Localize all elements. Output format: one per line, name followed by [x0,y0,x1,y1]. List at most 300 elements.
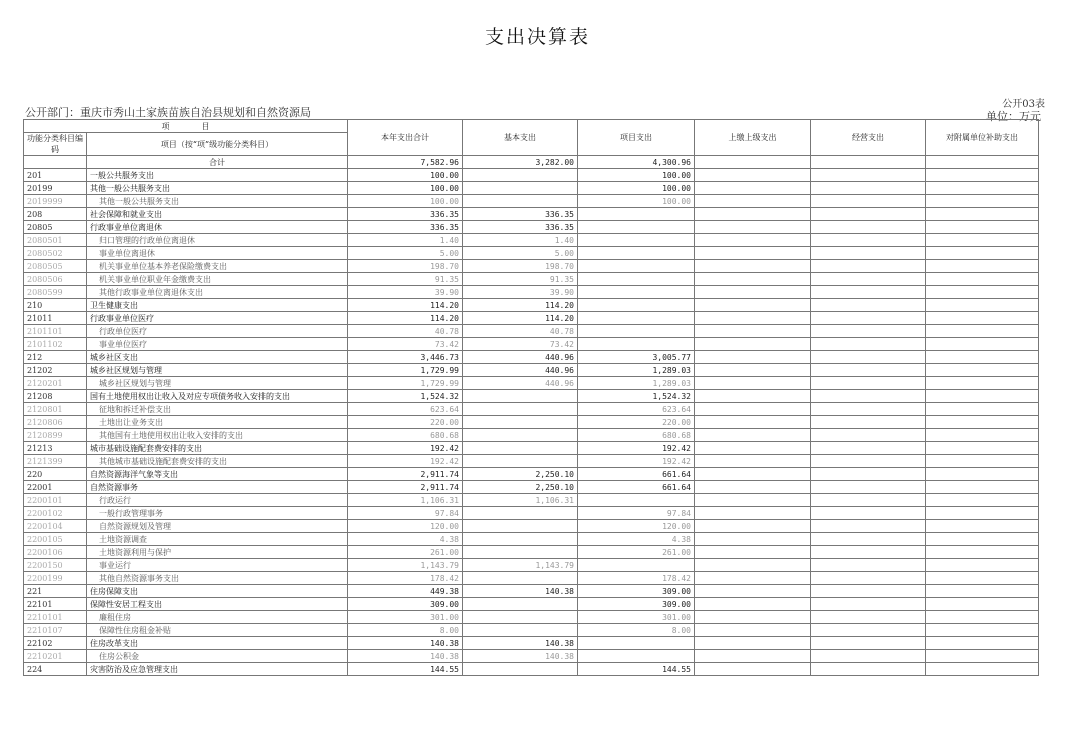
cell-business [811,234,926,247]
cell-subsidy [926,559,1039,572]
cell-total: 309.00 [348,598,463,611]
cell-business [811,507,926,520]
cell-subsidy [926,507,1039,520]
cell-upper [695,637,811,650]
cell-upper [695,481,811,494]
cell-upper [695,377,811,390]
cell-upper [695,663,811,676]
cell-code: 2200199 [24,572,87,585]
cell-business [811,455,926,468]
cell-subsidy [926,546,1039,559]
cell-business [811,312,926,325]
cell-project: 661.64 [578,468,695,481]
cell-name: 行政事业单位医疗 [87,312,348,325]
cell-name: 机关事业单位基本养老保险缴费支出 [87,260,348,273]
cell-project: 97.84 [578,507,695,520]
cell-name: 土地资源利用与保护 [87,546,348,559]
cell-project [578,312,695,325]
table-row [24,260,1039,273]
cell-basic: 2,250.10 [463,468,578,481]
cell-name: 机关事业单位职业年金缴费支出 [87,273,348,286]
cell-basic [463,520,578,533]
cell-upper [695,455,811,468]
cell-total: 39.90 [348,286,463,299]
cell-project [578,260,695,273]
cell-basic [463,169,578,182]
cell-subsidy [926,208,1039,221]
cell-code: 224 [24,663,87,676]
cell-subsidy [926,286,1039,299]
cell-total: 114.20 [348,299,463,312]
cell-name: 土地资源调查 [87,533,348,546]
cell-upper [695,325,811,338]
cell-code: 2080501 [24,234,87,247]
cell-subsidy [926,455,1039,468]
table-row [24,442,1039,455]
cell-code: 22102 [24,637,87,650]
cell-basic [463,546,578,559]
cell-business [811,468,926,481]
cell-total: 1,143.79 [348,559,463,572]
cell-subsidy [926,247,1039,260]
cell-upper [695,585,811,598]
table-row [24,299,1039,312]
table-row [24,195,1039,208]
cell-code: 2210101 [24,611,87,624]
cell-project [578,325,695,338]
cell-business [811,624,926,637]
cell-name: 自然资源事务 [87,481,348,494]
cell-business [811,585,926,598]
cell-subsidy [926,234,1039,247]
cell-subsidy [926,442,1039,455]
cell-upper [695,169,811,182]
cell-subsidy [926,351,1039,364]
cell-code: 2101102 [24,338,87,351]
cell-name: 其他自然资源事务支出 [87,572,348,585]
cell-subsidy [926,637,1039,650]
cell-business [811,481,926,494]
cell-subsidy [926,494,1039,507]
cell-basic: 1,106.31 [463,494,578,507]
cell-subsidy [926,624,1039,637]
cell-basic [463,403,578,416]
cell-upper [695,299,811,312]
table-row [24,650,1039,663]
cell-subsidy [926,169,1039,182]
table-row [24,663,1039,676]
cell-name: 一般公共服务支出 [87,169,348,182]
cell-code: 210 [24,299,87,312]
table-row [24,403,1039,416]
cell-code: 2210107 [24,624,87,637]
cell-upper [695,390,811,403]
cell-basic [463,195,578,208]
cell-basic: 73.42 [463,338,578,351]
cell-business [811,403,926,416]
cell-total: 120.00 [348,520,463,533]
unit-label: 单位：万元 [986,110,1041,123]
cell-total: 2,911.74 [348,468,463,481]
table-row [24,572,1039,585]
table-row [24,351,1039,364]
cell-total: 97.84 [348,507,463,520]
cell-project: 192.42 [578,442,695,455]
cell-project: 3,005.77 [578,351,695,364]
cell-name: 灾害防治及应急管理支出 [87,663,348,676]
cell-name: 征地和拆迁补偿支出 [87,403,348,416]
table-row [24,429,1039,442]
cell-name: 事业单位医疗 [87,338,348,351]
cell-subsidy [926,195,1039,208]
cell-business [811,390,926,403]
cell-project [578,221,695,234]
cell-business [811,494,926,507]
cell-upper [695,195,811,208]
cell-total: 1.40 [348,234,463,247]
cell-project [578,559,695,572]
cell-basic [463,455,578,468]
table-row [24,312,1039,325]
cell-upper [695,403,811,416]
cell-subsidy [926,481,1039,494]
cell-total: 8.00 [348,624,463,637]
cell-business [811,208,926,221]
cell-business [811,546,926,559]
table-row [24,273,1039,286]
expenditure-table [23,119,1039,676]
cell-basic: 140.38 [463,637,578,650]
table-row [24,533,1039,546]
cell-basic: 140.38 [463,585,578,598]
cell-business [811,273,926,286]
cell-code: 20805 [24,221,87,234]
cell-business [811,533,926,546]
cell-code: 2200105 [24,533,87,546]
cell-code: 2101101 [24,325,87,338]
cell-total: 220.00 [348,416,463,429]
cell-code: 2080506 [24,273,87,286]
cell-code: 22101 [24,598,87,611]
cell-name: 土地出让业务支出 [87,416,348,429]
cell-project: 192.42 [578,455,695,468]
cell-code: 212 [24,351,87,364]
cell-total: 2,911.74 [348,481,463,494]
table-row [24,221,1039,234]
cell-basic: 336.35 [463,221,578,234]
table-row [24,507,1039,520]
table-row [24,559,1039,572]
cell-total: 114.20 [348,312,463,325]
cell-project: 100.00 [578,182,695,195]
cell-upper [695,494,811,507]
cell-upper [695,182,811,195]
cell-code: 21011 [24,312,87,325]
cell-upper [695,312,811,325]
cell-project: 261.00 [578,546,695,559]
cell-basic [463,624,578,637]
cell-subsidy [926,520,1039,533]
table-row [24,455,1039,468]
table-row [24,156,1039,169]
cell-upper [695,468,811,481]
table-row [24,546,1039,559]
cell-total: 178.42 [348,572,463,585]
cell-total: 301.00 [348,611,463,624]
cell-code: 2120201 [24,377,87,390]
cell-name: 保障性安居工程支出 [87,598,348,611]
cell-business [811,611,926,624]
table-row [24,286,1039,299]
cell-project: 220.00 [578,416,695,429]
cell-name: 行政运行 [87,494,348,507]
cell-subsidy [926,156,1039,169]
cell-basic [463,507,578,520]
cell-subsidy [926,585,1039,598]
form-number: 公开03表 [1002,99,1045,110]
cell-basic [463,429,578,442]
cell-basic [463,611,578,624]
cell-basic: 440.96 [463,377,578,390]
cell-basic [463,533,578,546]
cell-total: 140.38 [348,637,463,650]
cell-upper [695,598,811,611]
header-business: 经营支出 [811,120,926,156]
cell-name: 卫生健康支出 [87,299,348,312]
cell-name: 行政单位医疗 [87,325,348,338]
cell-name: 住房公积金 [87,650,348,663]
cell-subsidy [926,416,1039,429]
cell-business [811,247,926,260]
cell-name: 住房保障支出 [87,585,348,598]
cell-subsidy [926,663,1039,676]
cell-basic: 1.40 [463,234,578,247]
table-row [24,364,1039,377]
cell-code: 2120899 [24,429,87,442]
cell-project: 178.42 [578,572,695,585]
cell-total: 192.42 [348,455,463,468]
cell-name: 自然资源海洋气象等支出 [87,468,348,481]
cell-name: 城市基础设施配套费安排的支出 [87,442,348,455]
cell-project: 680.68 [578,429,695,442]
cell-subsidy [926,598,1039,611]
cell-project: 301.00 [578,611,695,624]
cell-name: 城乡社区规划与管理 [87,377,348,390]
cell-total: 140.38 [348,650,463,663]
cell-business [811,442,926,455]
cell-total: 1,106.31 [348,494,463,507]
cell-code: 2200104 [24,520,87,533]
cell-total: 1,729.99 [348,364,463,377]
cell-code [24,156,87,169]
cell-project [578,494,695,507]
cell-subsidy [926,611,1039,624]
cell-upper [695,351,811,364]
cell-project: 4.38 [578,533,695,546]
cell-basic [463,442,578,455]
cell-subsidy [926,221,1039,234]
cell-basic [463,663,578,676]
cell-upper [695,273,811,286]
header-code: 功能分类科目编码 [24,133,87,156]
header-basic: 基本支出 [463,120,578,156]
cell-basic: 140.38 [463,650,578,663]
cell-subsidy [926,338,1039,351]
cell-name: 城乡社区支出 [87,351,348,364]
cell-name: 其他国有土地使用权出让收入安排的支出 [87,429,348,442]
cell-business [811,195,926,208]
cell-project [578,273,695,286]
cell-code: 2121399 [24,455,87,468]
header-subsidy: 对附属单位补助支出 [926,120,1039,156]
cell-total: 4.38 [348,533,463,546]
cell-project: 1,524.32 [578,390,695,403]
cell-basic [463,182,578,195]
cell-business [811,156,926,169]
table-row [24,494,1039,507]
cell-business [811,169,926,182]
cell-basic: 40.78 [463,325,578,338]
cell-project [578,286,695,299]
cell-code: 2200150 [24,559,87,572]
cell-name: 其他一般公共服务支出 [87,195,348,208]
cell-project [578,338,695,351]
cell-name: 自然资源规划及管理 [87,520,348,533]
cell-total: 336.35 [348,221,463,234]
table-row [24,169,1039,182]
cell-code: 2120806 [24,416,87,429]
cell-business [811,299,926,312]
table-row [24,325,1039,338]
cell-code: 2200101 [24,494,87,507]
department-label: 公开部门：重庆市秀山土家族苗族自治县规划和自然资源局 [25,106,311,119]
cell-business [811,559,926,572]
table-row [24,481,1039,494]
cell-code: 201 [24,169,87,182]
cell-code: 20199 [24,182,87,195]
cell-project [578,247,695,260]
table-body [24,156,1039,676]
cell-project [578,208,695,221]
header-name: 项目（按“项”级功能分类科目） [87,133,348,156]
cell-basic: 2,250.10 [463,481,578,494]
cell-upper [695,533,811,546]
cell-project [578,234,695,247]
cell-total: 7,582.96 [348,156,463,169]
cell-basic: 3,282.00 [463,156,578,169]
cell-project [578,637,695,650]
cell-basic [463,416,578,429]
cell-code: 2019999 [24,195,87,208]
cell-name: 廉租住房 [87,611,348,624]
cell-basic: 5.00 [463,247,578,260]
cell-upper [695,624,811,637]
cell-total: 198.70 [348,260,463,273]
cell-upper [695,611,811,624]
cell-upper [695,221,811,234]
cell-basic: 39.90 [463,286,578,299]
cell-upper [695,546,811,559]
cell-subsidy [926,650,1039,663]
table-row [24,624,1039,637]
cell-subsidy [926,403,1039,416]
cell-code: 2120801 [24,403,87,416]
cell-name: 归口管理的行政单位离退休 [87,234,348,247]
cell-project: 100.00 [578,169,695,182]
cell-name: 合计 [87,156,348,169]
cell-code: 21213 [24,442,87,455]
cell-project [578,299,695,312]
cell-subsidy [926,273,1039,286]
cell-project: 1,289.03 [578,377,695,390]
cell-basic: 114.20 [463,312,578,325]
cell-total: 5.00 [348,247,463,260]
cell-business [811,338,926,351]
cell-subsidy [926,312,1039,325]
cell-total: 449.38 [348,585,463,598]
table-row [24,234,1039,247]
cell-upper [695,247,811,260]
cell-subsidy [926,390,1039,403]
cell-basic: 1,143.79 [463,559,578,572]
cell-upper [695,364,811,377]
header-item-group: 项 目 [24,120,348,133]
cell-total: 623.64 [348,403,463,416]
table-row [24,520,1039,533]
cell-project: 623.64 [578,403,695,416]
cell-basic: 440.96 [463,351,578,364]
cell-name: 事业单位离退休 [87,247,348,260]
header-upper: 上缴上级支出 [695,120,811,156]
cell-business [811,325,926,338]
cell-code: 2080599 [24,286,87,299]
cell-basic: 91.35 [463,273,578,286]
cell-code: 208 [24,208,87,221]
cell-total: 144.55 [348,663,463,676]
cell-business [811,520,926,533]
cell-upper [695,234,811,247]
cell-basic: 336.35 [463,208,578,221]
cell-name: 其他行政事业单位离退休支出 [87,286,348,299]
cell-subsidy [926,364,1039,377]
cell-total: 261.00 [348,546,463,559]
header-total: 本年支出合计 [348,120,463,156]
cell-total: 680.68 [348,429,463,442]
cell-total: 100.00 [348,182,463,195]
cell-project: 4,300.96 [578,156,695,169]
table-row [24,611,1039,624]
cell-subsidy [926,429,1039,442]
cell-upper [695,572,811,585]
cell-code: 21202 [24,364,87,377]
cell-project: 661.64 [578,481,695,494]
cell-name: 国有土地使用权出让收入及对应专项债务收入安排的支出 [87,390,348,403]
cell-code: 2200106 [24,546,87,559]
cell-business [811,260,926,273]
cell-project: 100.00 [578,195,695,208]
cell-business [811,416,926,429]
header-project: 项目支出 [578,120,695,156]
table-row [24,182,1039,195]
cell-name: 其他城市基础设施配套费安排的支出 [87,455,348,468]
table-row [24,208,1039,221]
cell-subsidy [926,377,1039,390]
cell-project: 309.00 [578,585,695,598]
cell-name: 社会保障和就业支出 [87,208,348,221]
cell-business [811,598,926,611]
cell-name: 其他一般公共服务支出 [87,182,348,195]
cell-upper [695,156,811,169]
